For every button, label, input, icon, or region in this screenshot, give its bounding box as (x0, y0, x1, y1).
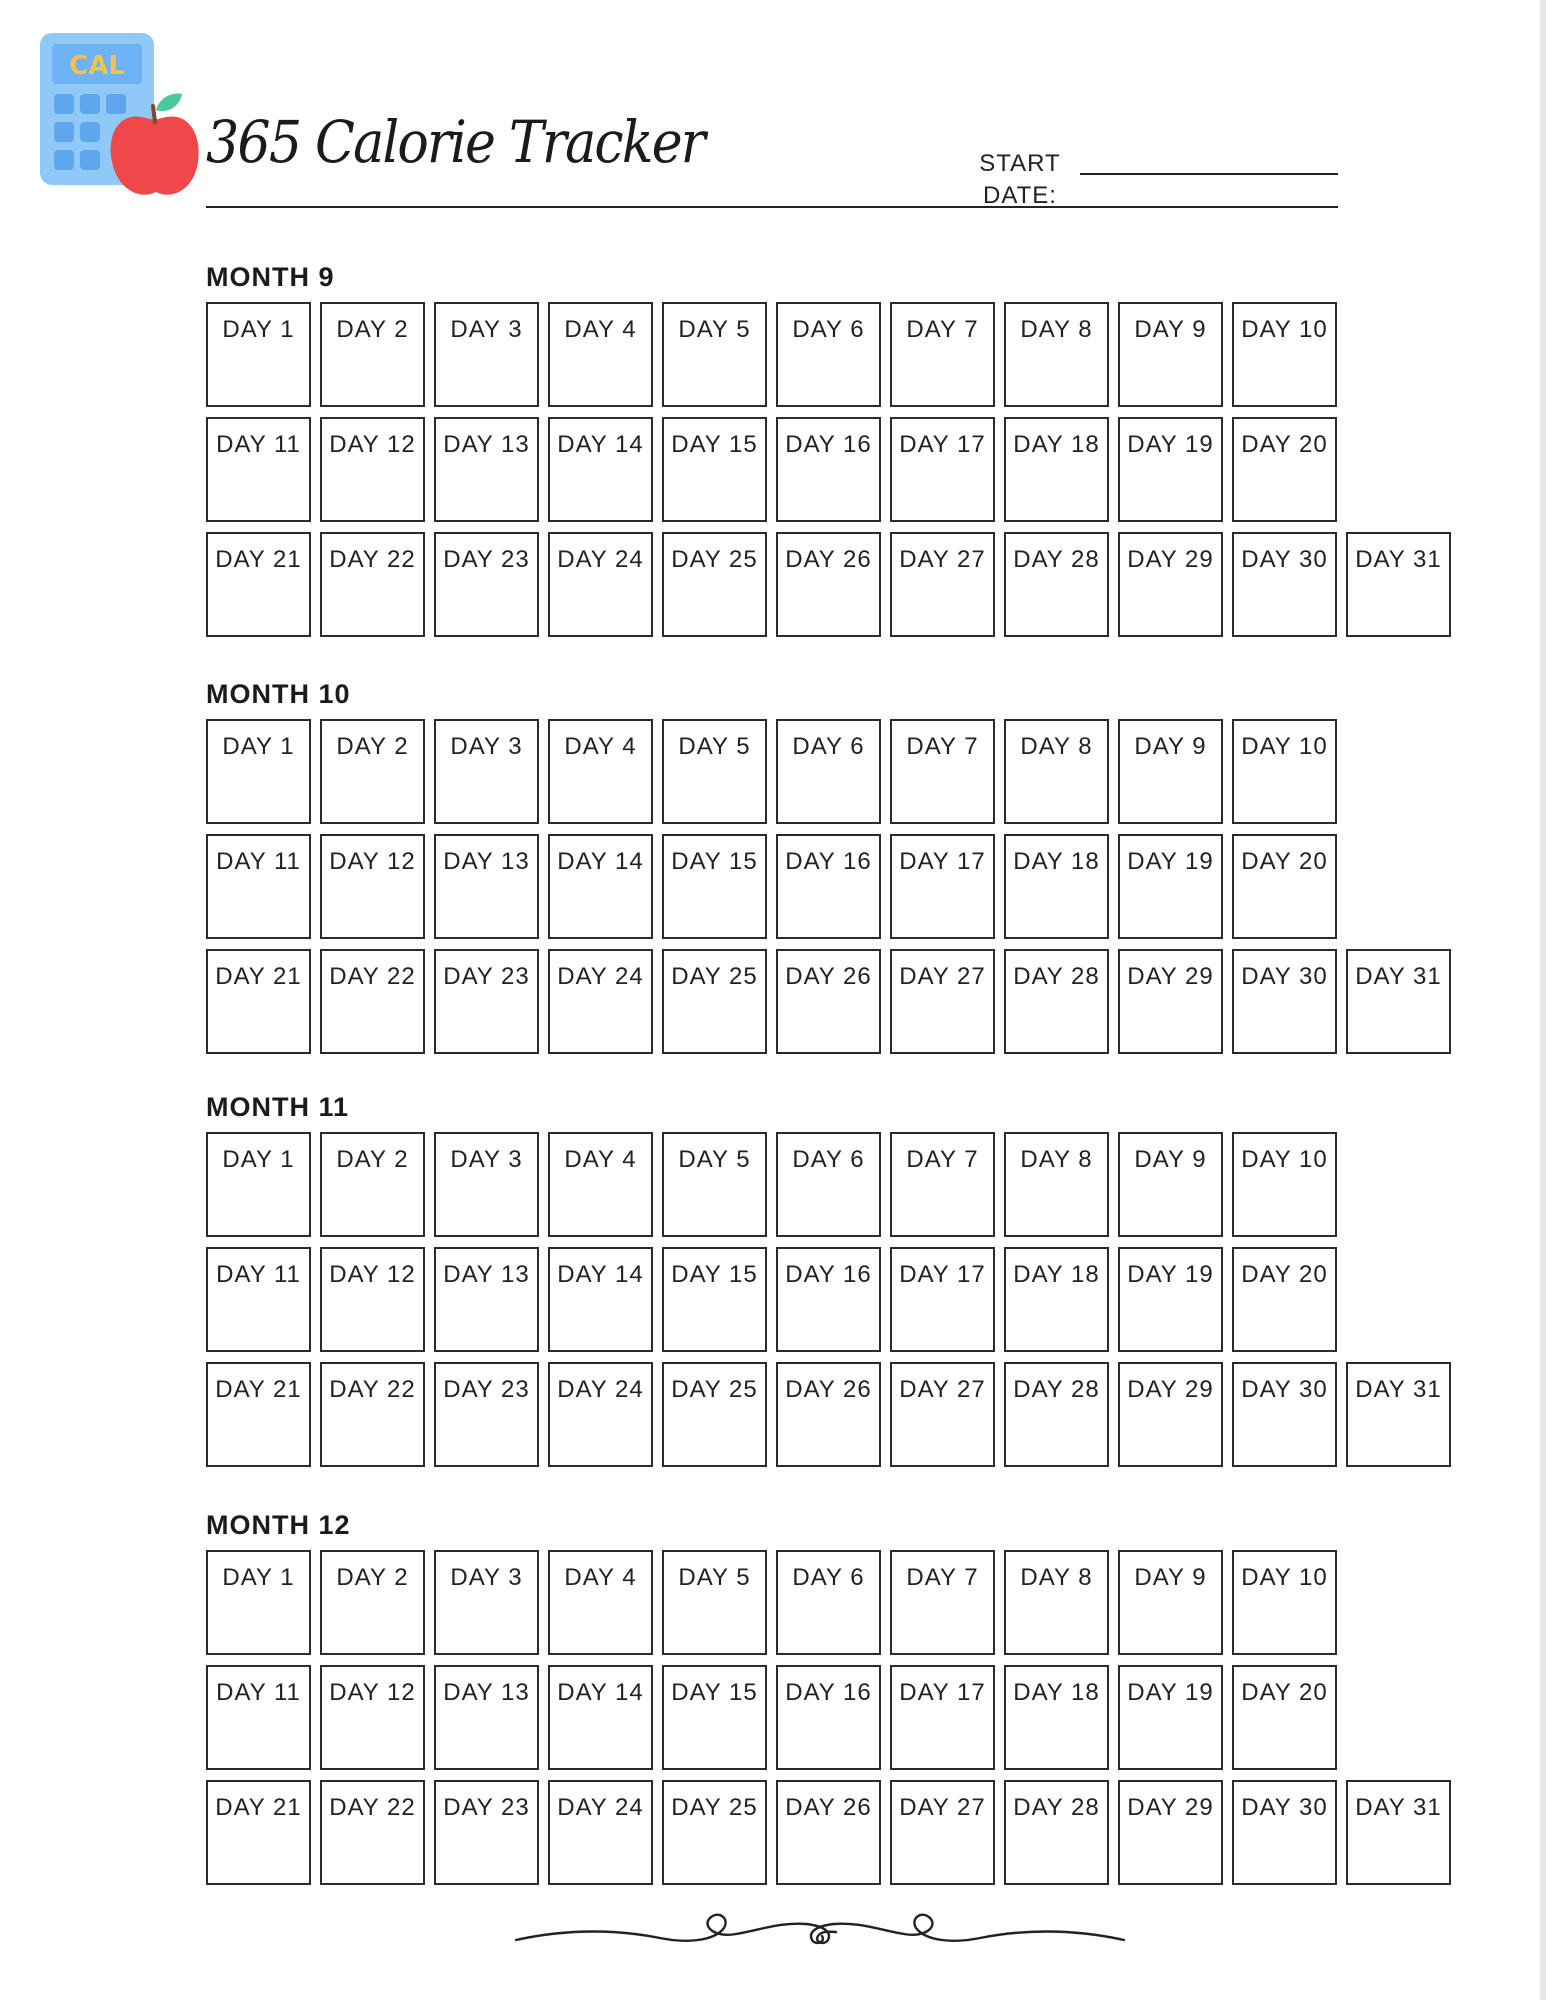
day-box[interactable]: DAY 16 (776, 834, 881, 939)
day-box[interactable]: DAY 30 (1232, 532, 1337, 637)
day-box[interactable]: DAY 7 (890, 1132, 995, 1237)
day-box[interactable]: DAY 29 (1118, 532, 1223, 637)
day-box[interactable]: DAY 9 (1118, 1550, 1223, 1655)
day-box[interactable]: DAY 18 (1004, 1247, 1109, 1352)
day-box[interactable]: DAY 23 (434, 532, 539, 637)
day-box[interactable]: DAY 28 (1004, 1362, 1109, 1467)
day-box[interactable]: DAY 22 (320, 1780, 425, 1885)
day-box[interactable]: DAY 17 (890, 1247, 995, 1352)
calculator-apple-logo (36, 30, 204, 206)
day-box[interactable]: DAY 4 (548, 1132, 653, 1237)
calculator-label: CAL (69, 51, 125, 81)
day-box[interactable]: DAY 4 (548, 719, 653, 824)
day-box[interactable]: DAY 11 (206, 834, 311, 939)
day-box[interactable]: DAY 17 (890, 417, 995, 522)
day-box[interactable]: DAY 19 (1118, 1247, 1223, 1352)
day-box[interactable]: DAY 27 (890, 949, 995, 1054)
day-box[interactable]: DAY 7 (890, 719, 995, 824)
day-box[interactable]: DAY 17 (890, 1665, 995, 1770)
day-box[interactable]: DAY 15 (662, 417, 767, 522)
decorative-swirl (510, 1898, 1130, 1958)
day-box[interactable]: DAY 3 (434, 302, 539, 407)
day-box[interactable]: DAY 19 (1118, 417, 1223, 522)
day-box[interactable]: DAY 31 (1346, 532, 1451, 637)
day-box[interactable]: DAY 2 (320, 1132, 425, 1237)
month-heading: MONTH 12 (206, 1510, 351, 1540)
day-box[interactable]: DAY 6 (776, 719, 881, 824)
day-box[interactable]: DAY 2 (320, 719, 425, 824)
day-box[interactable]: DAY 24 (548, 1362, 653, 1467)
day-box[interactable]: DAY 22 (320, 532, 425, 637)
day-box[interactable]: DAY 3 (434, 1550, 539, 1655)
day-box[interactable]: DAY 4 (548, 302, 653, 407)
day-box[interactable]: DAY 3 (434, 1132, 539, 1237)
day-box[interactable]: DAY 16 (776, 1665, 881, 1770)
day-box[interactable]: DAY 26 (776, 532, 881, 637)
day-box[interactable]: DAY 28 (1004, 532, 1109, 637)
day-box[interactable]: DAY 3 (434, 719, 539, 824)
day-box[interactable]: DAY 31 (1346, 949, 1451, 1054)
day-box[interactable]: DAY 26 (776, 1362, 881, 1467)
day-box[interactable]: DAY 23 (434, 949, 539, 1054)
day-box[interactable]: DAY 22 (320, 949, 425, 1054)
day-box[interactable]: DAY 14 (548, 834, 653, 939)
day-box[interactable]: DAY 1 (206, 302, 311, 407)
day-box[interactable]: DAY 9 (1118, 302, 1223, 407)
day-box[interactable]: DAY 19 (1118, 834, 1223, 939)
day-box[interactable]: DAY 5 (662, 1550, 767, 1655)
day-box[interactable]: DAY 6 (776, 302, 881, 407)
day-box[interactable]: DAY 15 (662, 1665, 767, 1770)
start-date-field[interactable] (1080, 173, 1338, 175)
day-box[interactable]: DAY 5 (662, 719, 767, 824)
day-box[interactable]: DAY 7 (890, 302, 995, 407)
day-box[interactable]: DAY 21 (206, 532, 311, 637)
day-box[interactable]: DAY 14 (548, 1247, 653, 1352)
day-box[interactable]: DAY 11 (206, 417, 311, 522)
day-box[interactable]: DAY 27 (890, 1780, 995, 1885)
day-box[interactable]: DAY 18 (1004, 417, 1109, 522)
day-box[interactable]: DAY 23 (434, 1362, 539, 1467)
day-box[interactable]: DAY 8 (1004, 719, 1109, 824)
day-box[interactable]: DAY 12 (320, 834, 425, 939)
day-box[interactable]: DAY 10 (1232, 302, 1337, 407)
day-box[interactable]: DAY 10 (1232, 1550, 1337, 1655)
page-title: 365 Calorie Tracker (206, 108, 704, 176)
day-box[interactable]: DAY 12 (320, 1665, 425, 1770)
day-box[interactable]: DAY 10 (1232, 719, 1337, 824)
day-box[interactable]: DAY 8 (1004, 1550, 1109, 1655)
day-box[interactable]: DAY 25 (662, 1362, 767, 1467)
day-box[interactable]: DAY 16 (776, 417, 881, 522)
day-box[interactable]: DAY 28 (1004, 949, 1109, 1054)
day-box[interactable]: DAY 15 (662, 1247, 767, 1352)
day-box[interactable]: DAY 20 (1232, 1665, 1337, 1770)
day-box[interactable]: DAY 12 (320, 1247, 425, 1352)
day-box[interactable]: DAY 30 (1232, 1362, 1337, 1467)
day-box[interactable]: DAY 19 (1118, 1665, 1223, 1770)
month-heading: MONTH 11 (206, 1092, 350, 1122)
page-edge (1540, 0, 1546, 2000)
day-box[interactable]: DAY 6 (776, 1550, 881, 1655)
day-box[interactable]: DAY 15 (662, 834, 767, 939)
day-box[interactable]: DAY 9 (1118, 719, 1223, 824)
day-box[interactable]: DAY 24 (548, 949, 653, 1054)
day-box[interactable]: DAY 20 (1232, 834, 1337, 939)
day-box[interactable]: DAY 8 (1004, 302, 1109, 407)
day-box[interactable]: DAY 2 (320, 302, 425, 407)
day-box[interactable]: DAY 14 (548, 417, 653, 522)
day-box[interactable]: DAY 16 (776, 1247, 881, 1352)
day-box[interactable]: DAY 31 (1346, 1362, 1451, 1467)
day-box[interactable]: DAY 22 (320, 1362, 425, 1467)
day-box[interactable]: DAY 21 (206, 949, 311, 1054)
day-box[interactable]: DAY 5 (662, 1132, 767, 1237)
day-box[interactable]: DAY 7 (890, 1550, 995, 1655)
title-underline (206, 206, 1338, 208)
day-box[interactable]: DAY 8 (1004, 1132, 1109, 1237)
day-box[interactable]: DAY 21 (206, 1780, 311, 1885)
day-box[interactable]: DAY 20 (1232, 1247, 1337, 1352)
day-box[interactable]: DAY 1 (206, 1550, 311, 1655)
day-box[interactable]: DAY 23 (434, 1780, 539, 1885)
day-box[interactable]: DAY 10 (1232, 1132, 1337, 1237)
day-box[interactable]: DAY 29 (1118, 1780, 1223, 1885)
start-date-label: START DATE: (979, 150, 1061, 209)
day-box[interactable]: DAY 13 (434, 417, 539, 522)
day-box[interactable]: DAY 9 (1118, 1132, 1223, 1237)
month-heading: MONTH 10 (206, 679, 351, 709)
day-box[interactable]: DAY 2 (320, 1550, 425, 1655)
day-box[interactable]: DAY 14 (548, 1665, 653, 1770)
day-box[interactable]: DAY 25 (662, 1780, 767, 1885)
day-box[interactable]: DAY 29 (1118, 1362, 1223, 1467)
day-box[interactable]: DAY 25 (662, 532, 767, 637)
day-box[interactable]: DAY 1 (206, 1132, 311, 1237)
day-box[interactable]: DAY 11 (206, 1665, 311, 1770)
day-box[interactable]: DAY 1 (206, 719, 311, 824)
day-box[interactable]: DAY 6 (776, 1132, 881, 1237)
day-box[interactable]: DAY 24 (548, 1780, 653, 1885)
day-box[interactable]: DAY 20 (1232, 417, 1337, 522)
day-box[interactable]: DAY 26 (776, 1780, 881, 1885)
day-box[interactable]: DAY 13 (434, 834, 539, 939)
day-box[interactable]: DAY 30 (1232, 949, 1337, 1054)
day-box[interactable]: DAY 25 (662, 949, 767, 1054)
day-box[interactable]: DAY 11 (206, 1247, 311, 1352)
day-box[interactable]: DAY 24 (548, 532, 653, 637)
day-box[interactable]: DAY 17 (890, 834, 995, 939)
day-box[interactable]: DAY 18 (1004, 834, 1109, 939)
day-box[interactable]: DAY 28 (1004, 1780, 1109, 1885)
day-box[interactable]: DAY 31 (1346, 1780, 1451, 1885)
day-box[interactable]: DAY 5 (662, 302, 767, 407)
day-box[interactable]: DAY 13 (434, 1665, 539, 1770)
day-box[interactable]: DAY 21 (206, 1362, 311, 1467)
day-box[interactable]: DAY 4 (548, 1550, 653, 1655)
day-box[interactable]: DAY 26 (776, 949, 881, 1054)
day-box[interactable]: DAY 27 (890, 532, 995, 637)
day-box[interactable]: DAY 27 (890, 1362, 995, 1467)
month-heading: MONTH 9 (206, 262, 335, 292)
day-box[interactable]: DAY 13 (434, 1247, 539, 1352)
day-box[interactable]: DAY 29 (1118, 949, 1223, 1054)
day-box[interactable]: DAY 18 (1004, 1665, 1109, 1770)
day-box[interactable]: DAY 30 (1232, 1780, 1337, 1885)
day-box[interactable]: DAY 12 (320, 417, 425, 522)
